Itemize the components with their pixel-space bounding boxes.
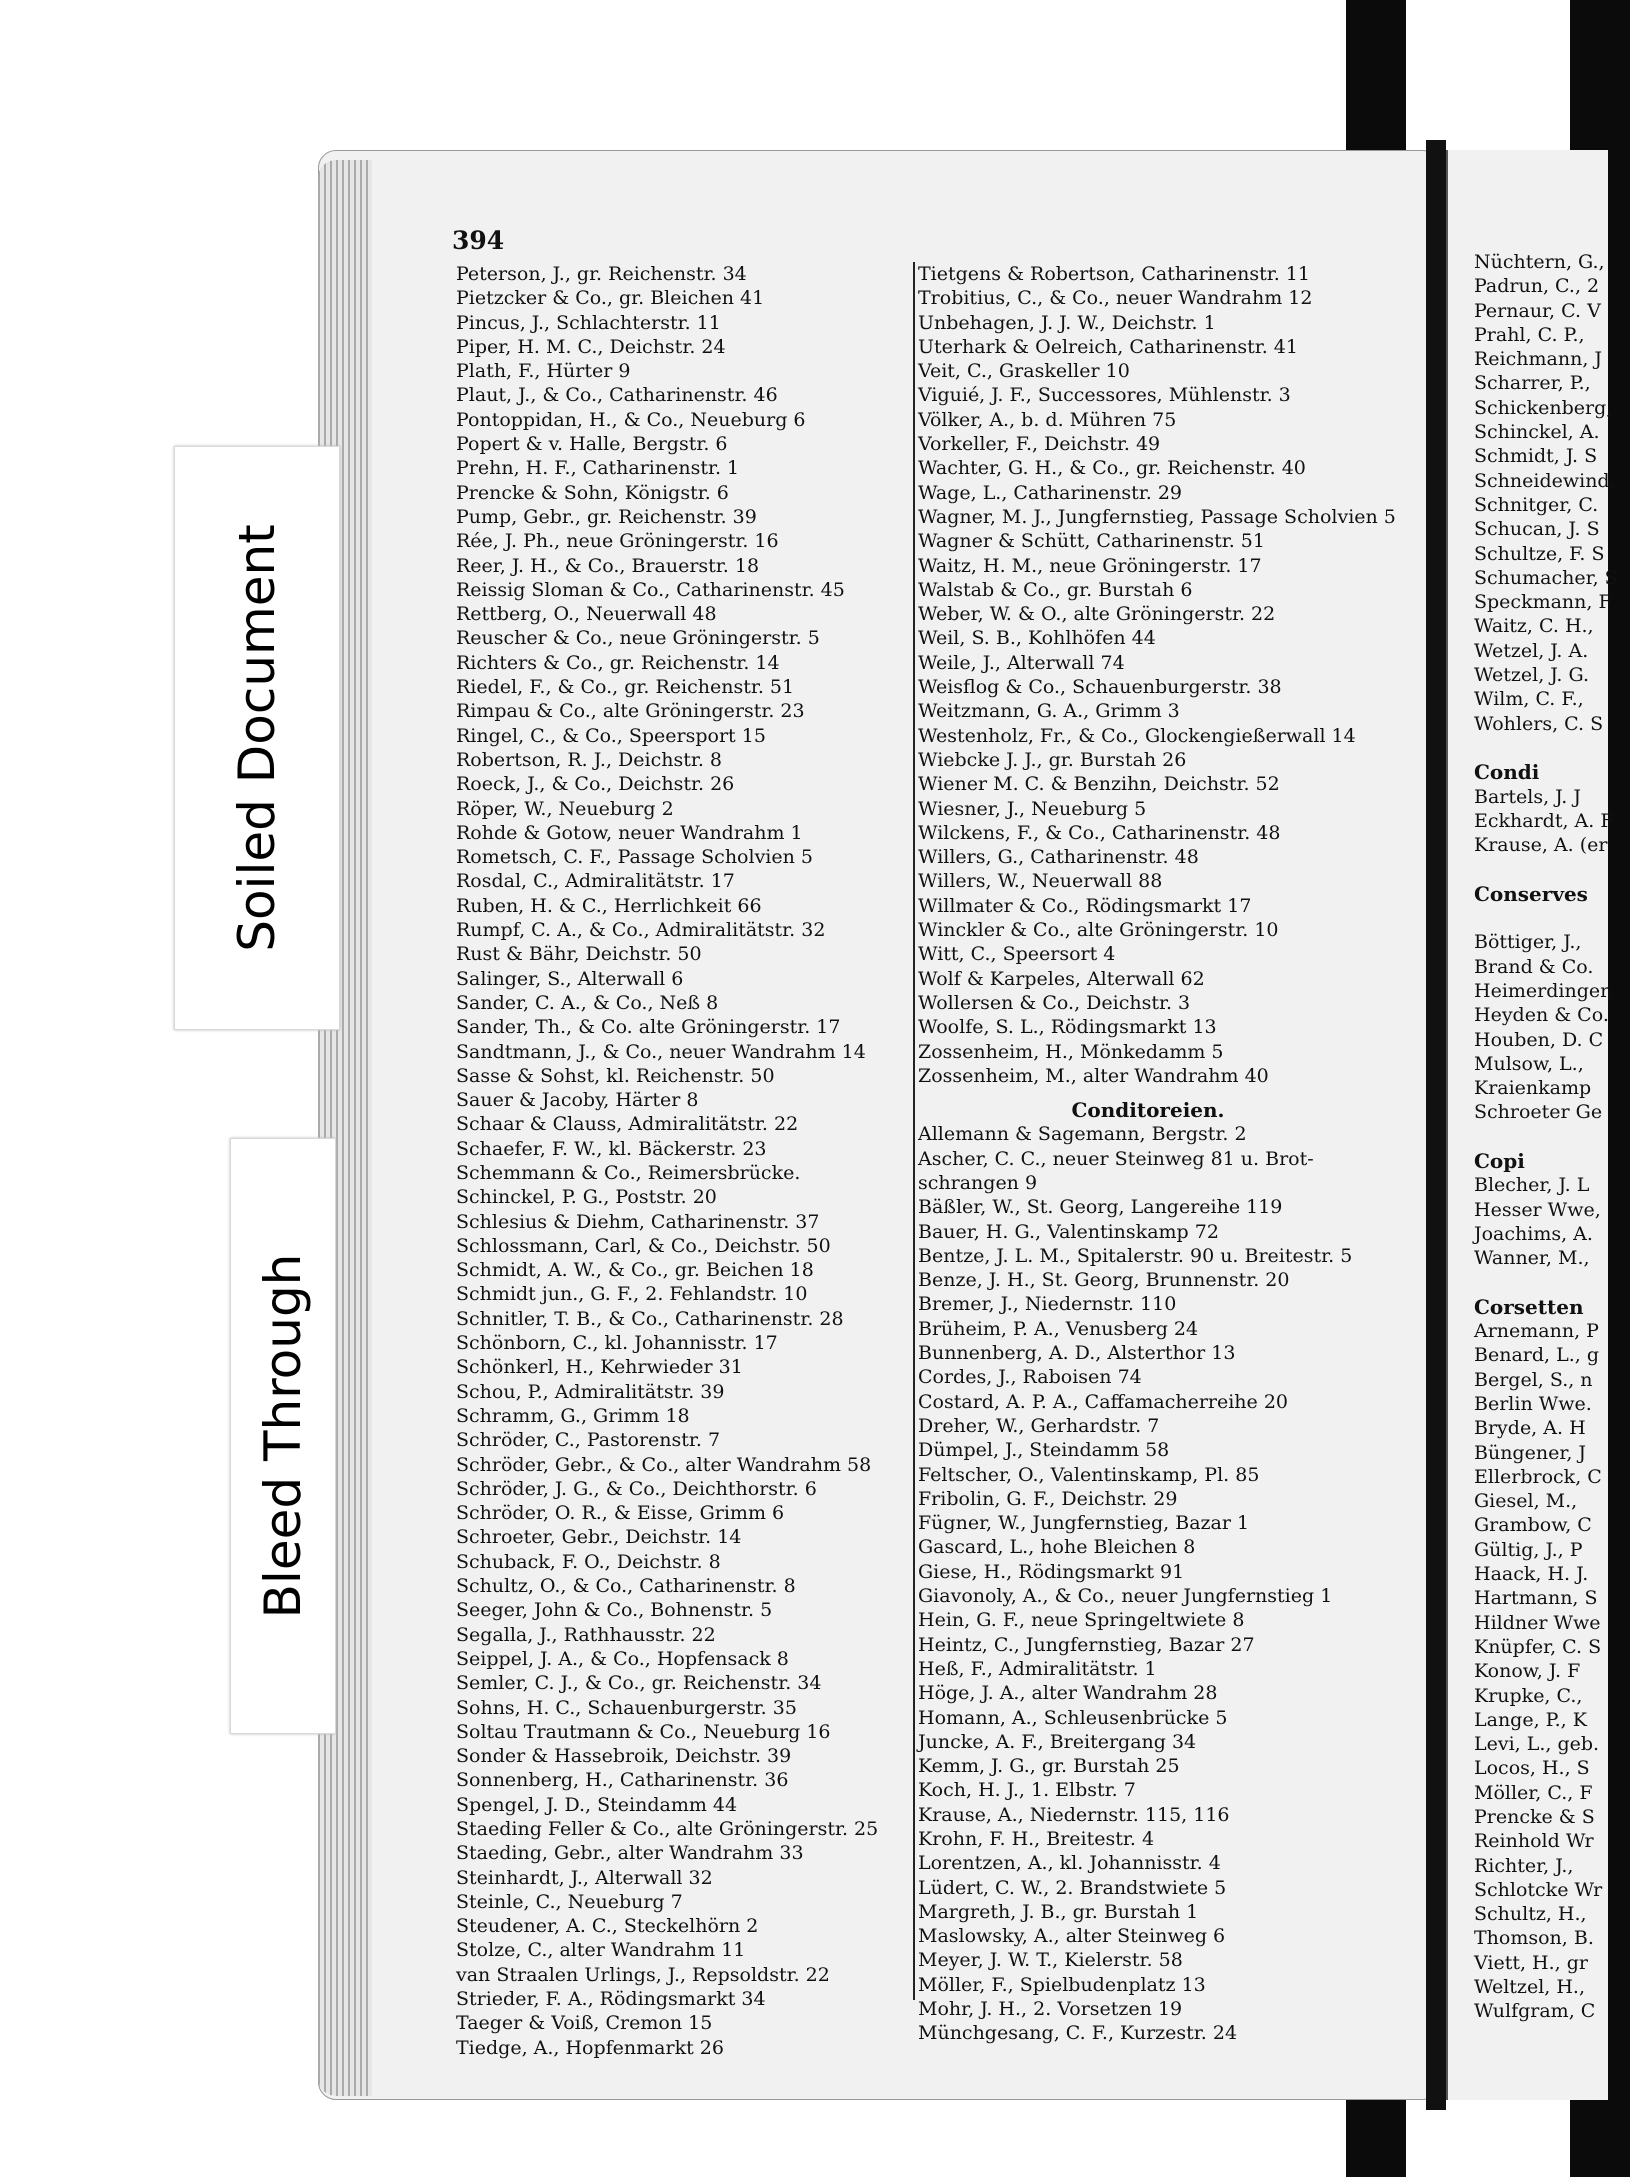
- directory-entry: Willmater & Co., Rödingsmarkt 17: [918, 894, 1252, 917]
- directory-entry: Heintz, C., Jungfernstieg, Bazar 27: [918, 1633, 1255, 1656]
- directory-entry: Völker, A., b. d. Mühren 75: [918, 408, 1177, 431]
- directory-entry: Staeding Feller & Co., alte Gröningerstr. 25: [456, 1818, 879, 1840]
- directory-entry: Rohde & Gotow, neuer Wandrahm 1: [456, 821, 803, 844]
- directory-entry: Schucan, J. S: [1474, 518, 1600, 541]
- directory-entry: Möller, F., Spielbudenplatz 13: [918, 1973, 1206, 1996]
- directory-entry: Schnitler, T. B., & Co., Catharinenstr. 28: [456, 1307, 844, 1330]
- directory-entry: Schröder, Gebr., & Co., alter Wandrahm 58: [456, 1453, 872, 1476]
- directory-entry: Viguié, J. F., Successores, Mühlenstr. 3: [918, 384, 1291, 407]
- directory-entry: Krohn, F. H., Breitestr. 4: [918, 1828, 1155, 1850]
- directory-entry: Salinger, S., Alterwall 6: [456, 967, 684, 990]
- directory-entry: Seippel, J. A., & Co., Hopfensack 8: [456, 1647, 789, 1670]
- directory-entry: Reichmann, J: [1474, 348, 1603, 371]
- directory-entry: Steudener, A. C., Steckelhörn 2: [456, 1915, 759, 1938]
- directory-entry: Benard, L., g: [1474, 1344, 1599, 1367]
- directory-entry: Rée, J. Ph., neue Gröningerstr. 16: [456, 530, 779, 553]
- directory-entry: Rimpau & Co., alte Gröningerstr. 23: [456, 700, 805, 723]
- directory-entry: [1474, 1270, 1618, 1294]
- directory-entry: Sander, Th., & Co. alte Gröningerstr. 17: [456, 1016, 841, 1039]
- directory-entry: Pietzcker & Co., gr. Bleichen 41: [456, 287, 765, 310]
- directory-entry: Berlin Wwe.: [1474, 1392, 1592, 1415]
- directory-entry: Walstab & Co., gr. Burstah 6: [918, 578, 1193, 601]
- directory-entry: Padrun, C., 2: [1474, 275, 1600, 298]
- directory-entry: Witt, C., Speersort 4: [918, 943, 1116, 966]
- directory-entry: Konow, J. F: [1474, 1660, 1581, 1683]
- directory-entry: Wetzel, J. G.: [1474, 664, 1590, 687]
- directory-entry: [1474, 857, 1618, 881]
- section-heading: Copi: [1474, 1148, 1525, 1173]
- directory-entry: Koch, H. J., 1. Elbstr. 7: [918, 1779, 1136, 1802]
- column-divider: [913, 262, 915, 2000]
- directory-entry: Arnemann, P: [1474, 1320, 1599, 1343]
- directory-entry: Tietgens & Robertson, Catharinenstr. 11: [918, 263, 1310, 285]
- directory-entry: Speckmann, F: [1474, 591, 1612, 614]
- directory-entry: Rumpf, C. A., & Co., Admiralitätstr. 32: [456, 919, 826, 942]
- directory-entry: Fügner, W., Jungfernstieg, Bazar 1: [918, 1512, 1250, 1535]
- directory-entry: Scharrer, P.,: [1474, 372, 1591, 395]
- directory-entry: Zossenheim, H., Mönkedamm 5: [918, 1040, 1224, 1063]
- directory-entry: Weber, W. & O., alte Gröningerstr. 22: [918, 603, 1276, 626]
- directory-entry: Giese, H., Rödingsmarkt 91: [918, 1560, 1185, 1583]
- directory-entry: Weile, J., Alterwall 74: [918, 651, 1125, 674]
- directory-entry: Heß, F., Admiralitätstr. 1: [918, 1657, 1157, 1680]
- directory-entry: Segalla, J., Rathhausstr. 22: [456, 1623, 716, 1646]
- directory-entry: Peterson, J., gr. Reichenstr. 34: [456, 263, 747, 285]
- directory-entry: van Straalen Urlings, J., Repsoldstr. 22: [456, 1963, 830, 1986]
- bleed-through-label: [230, 1138, 336, 1734]
- directory-entry: Reinhold Wr: [1474, 1830, 1594, 1853]
- directory-entry: Schultz, O., & Co., Catharinenstr. 8: [456, 1575, 796, 1598]
- directory-entry: Viett, H., gr: [1474, 1951, 1588, 1974]
- directory-entry: Schou, P., Admiralitätstr. 39: [456, 1380, 725, 1403]
- directory-entry: Unbehagen, J. J. W., Deichstr. 1: [918, 311, 1216, 334]
- directory-entry: Schuback, F. O., Deichstr. 8: [456, 1550, 721, 1573]
- directory-entry: [1474, 1125, 1618, 1149]
- directory-entry: Gültig, J., P: [1474, 1538, 1583, 1561]
- directory-entry: Prencke & S: [1474, 1806, 1595, 1828]
- directory-entry: Büngener, J: [1474, 1441, 1587, 1464]
- directory-entry: schrangen 9: [918, 1171, 1038, 1194]
- directory-entry: Knüpfer, C. S: [1474, 1635, 1602, 1658]
- directory-entry: Waitz, H. M., neue Gröningerstr. 17: [918, 554, 1262, 577]
- directory-entry: Zossenheim, M., alter Wandrahm 40: [918, 1064, 1269, 1087]
- directory-entry: Brand & Co.: [1474, 955, 1594, 978]
- directory-entry: Prehn, H. F., Catharinenstr. 1: [456, 457, 740, 480]
- directory-entry: Weisflog & Co., Schauenburgerstr. 38: [918, 676, 1282, 699]
- directory-entry: Schaar & Clauss, Admiralitätstr. 22: [456, 1113, 799, 1136]
- directory-entry: Sasse & Sohst, kl. Reichenstr. 50: [456, 1064, 775, 1087]
- directory-entry: Schröder, J. G., & Co., Deichthorstr. 6: [456, 1477, 817, 1500]
- directory-entry: Schlotcke Wr: [1474, 1878, 1603, 1901]
- directory-entry: Krause, A. (er: [1474, 834, 1608, 857]
- directory-entry: Tiedge, A., Hopfenmarkt 26: [456, 2036, 724, 2059]
- directory-entry: Pontoppidan, H., & Co., Neueburg 6: [456, 408, 806, 431]
- directory-entry: Sohns, H. C., Schauenburgerstr. 35: [456, 1696, 797, 1719]
- directory-entry: Wiebcke J. J., gr. Burstah 26: [918, 748, 1187, 771]
- directory-entry: Soltau Trautmann & Co., Neueburg 16: [456, 1720, 831, 1743]
- directory-entry: Bunnenberg, A. D., Alsterthor 13: [918, 1342, 1236, 1365]
- directory-entry: Schroeter Ge: [1474, 1101, 1603, 1124]
- directory-entry: Dreher, W., Gerhardstr. 7: [918, 1414, 1160, 1437]
- directory-entry: Margreth, J. B., gr. Burstah 1: [918, 1900, 1199, 1923]
- directory-entry: Sonnenberg, H., Catharinenstr. 36: [456, 1769, 789, 1792]
- directory-entry: Grambow, C: [1474, 1514, 1592, 1537]
- directory-entry: Ascher, C. C., neuer Steinweg 81 u. Brot-: [918, 1147, 1314, 1170]
- directory-entry: Maslowsky, A., alter Steinweg 6: [918, 1925, 1226, 1948]
- directory-entry: Thomson, B.: [1474, 1927, 1594, 1950]
- directory-entry: Joachims, A.: [1474, 1222, 1593, 1245]
- directory-entry: Mohr, J. H., 2. Vorsetzen 19: [918, 1998, 1183, 2021]
- directory-entry: Giavonoly, A., & Co., neuer Jungfernstieg 1: [918, 1585, 1333, 1608]
- directory-entry: Weltzel, H.,: [1474, 1976, 1585, 1999]
- directory-entry: Ruben, H. & C., Herrlichkeit 66: [456, 894, 762, 917]
- directory-entry: Wachter, G. H., & Co., gr. Reichenstr. 40: [918, 457, 1306, 480]
- directory-entry: Reissig Sloman & Co., Catharinenstr. 45: [456, 578, 845, 601]
- directory-entry: Robertson, R. J., Deichstr. 8: [456, 748, 722, 771]
- directory-entry: Plath, F., Hürter 9: [456, 360, 631, 383]
- directory-entry: Roeck, J., & Co., Deichstr. 26: [456, 773, 735, 796]
- directory-entry: Schröder, C., Pastorenstr. 7: [456, 1429, 721, 1452]
- directory-entry: Hartmann, S: [1474, 1587, 1598, 1610]
- directory-entry: Pump, Gebr., gr. Reichenstr. 39: [456, 505, 757, 528]
- directory-entry: Strieder, F. A., Rödingsmarkt 34: [456, 1988, 766, 2011]
- directory-entry: Wiesner, J., Neueburg 5: [918, 797, 1147, 820]
- directory-entry: Juncke, A. F., Breitergang 34: [918, 1730, 1197, 1753]
- directory-entry: Schnitger, C.: [1474, 493, 1599, 516]
- directory-entry: Sandtmann, J., & Co., neuer Wandrahm 14: [456, 1040, 866, 1063]
- directory-entry: Pernaur, C. V: [1474, 299, 1601, 322]
- directory-entry: Prahl, C. P.,: [1474, 323, 1585, 346]
- directory-entry: Wiener M. C. & Benzihn, Deichstr. 52: [918, 773, 1280, 796]
- directory-entry: Möller, C., F: [1474, 1781, 1593, 1804]
- directory-entry: Schröder, O. R., & Eisse, Grimm 6: [456, 1502, 785, 1525]
- directory-entry: Steinhardt, J., Alterwall 32: [456, 1866, 713, 1889]
- directory-entry: Giesel, M.,: [1474, 1490, 1578, 1513]
- next-page-column: [1474, 250, 1618, 2024]
- directory-entry: Blecher, J. L: [1474, 1174, 1590, 1197]
- directory-entry: Schultze, F. S: [1474, 542, 1605, 565]
- directory-entry: Münchgesang, C. F., Kurzestr. 24: [918, 2022, 1238, 2045]
- directory-entry: Sander, C. A., & Co., Neß 8: [456, 991, 719, 1014]
- directory-entry: Heyden & Co.: [1474, 1004, 1609, 1027]
- directory-entry: Weil, S. B., Kohlhöfen 44: [918, 627, 1156, 650]
- directory-entry: Trobitius, C., & Co., neuer Wandrahm 12: [918, 287, 1313, 310]
- directory-entry: Wagner & Schütt, Catharinenstr. 51: [918, 530, 1265, 553]
- directory-entry: Lange, P., K: [1474, 1708, 1587, 1731]
- directory-entry: Semler, C. J., & Co., gr. Reichenstr. 34: [456, 1672, 822, 1695]
- directory-entry: Allemann & Sagemann, Bergstr. 2: [918, 1123, 1247, 1146]
- directory-entry: Homann, A., Schleusenbrücke 5: [918, 1706, 1228, 1729]
- directory-entry: Rettberg, O., Neuerwall 48: [456, 603, 717, 626]
- directory-entry: Schneidewind,: [1474, 469, 1616, 492]
- directory-entry: Vorkeller, F., Deichstr. 49: [918, 433, 1161, 456]
- directory-entry: Sonder & Hassebroik, Deichstr. 39: [456, 1745, 792, 1768]
- directory-entry: Feltscher, O., Valentinskamp, Pl. 85: [918, 1463, 1260, 1486]
- directory-entry: Willers, W., Neuerwall 88: [918, 870, 1163, 893]
- directory-entry: Reuscher & Co., neue Gröningerstr. 5: [456, 627, 820, 650]
- page-number: 394: [452, 226, 505, 255]
- directory-entry: Sauer & Jacoby, Härter 8: [456, 1089, 699, 1112]
- directory-entry: Krause, A., Niedernstr. 115, 116: [918, 1803, 1230, 1826]
- directory-entry: Schönborn, C., kl. Johannisstr. 17: [456, 1332, 778, 1355]
- directory-entry: Richters & Co., gr. Reichenstr. 14: [456, 651, 780, 674]
- directory-entry: Willers, G., Catharinenstr. 48: [918, 846, 1199, 869]
- directory-entry: Schönkerl, H., Kehrwieder 31: [456, 1356, 743, 1379]
- directory-entry: Seeger, John & Co., Bohnenstr. 5: [456, 1599, 773, 1622]
- directory-entry: Bremer, J., Niedernstr. 110: [918, 1293, 1177, 1316]
- directory-entry: Rosdal, C., Admiralitätstr. 17: [456, 870, 735, 893]
- directory-entry: Schroeter, Gebr., Deichstr. 14: [456, 1526, 742, 1549]
- directory-entry: Mulsow, L.,: [1474, 1052, 1584, 1075]
- directory-entry: Nüchtern, G.,: [1474, 251, 1605, 273]
- directory-entry: Weitzmann, G. A., Grimm 3: [918, 700, 1180, 723]
- directory-entry: Schramm, G., Grimm 18: [456, 1404, 690, 1427]
- directory-entry: Piper, H. M. C., Deichstr. 24: [456, 335, 726, 358]
- directory-entry: Bauer, H. G., Valentinskamp 72: [918, 1220, 1219, 1243]
- directory-entry: Schinckel, A.: [1474, 421, 1600, 444]
- directory-entry: Westenholz, Fr., & Co., Glockengießerwall 14: [918, 724, 1356, 747]
- directory-entry: Schmidt jun., G. F., 2. Fehlandstr. 10: [456, 1283, 808, 1306]
- directory-entry: Hesser Wwe,: [1474, 1198, 1601, 1221]
- directory-entry: Schlossmann, Carl, & Co., Deichstr. 50: [456, 1234, 831, 1257]
- directory-entry: Schickenberg,: [1474, 396, 1613, 419]
- directory-entry: Höge, J. A., alter Wandrahm 28: [918, 1682, 1218, 1705]
- directory-entry: Benze, J. H., St. Georg, Brunnenstr. 20: [918, 1269, 1290, 1292]
- left-directory-column: [456, 262, 896, 2060]
- directory-entry: Kemm, J. G., gr. Burstah 25: [918, 1755, 1180, 1778]
- directory-entry: Wetzel, J. A.: [1474, 639, 1589, 662]
- directory-entry: Wagner, M. J., Jungfernstieg, Passage Scholvien 5: [918, 505, 1396, 528]
- directory-entry: Hein, G. F., neue Springeltwiete 8: [918, 1609, 1245, 1632]
- directory-entry: Schumacher, S: [1474, 566, 1618, 589]
- directory-entry: Wanner, M.,: [1474, 1247, 1590, 1270]
- directory-entry: Reer, J. H., & Co., Brauerstr. 18: [456, 554, 760, 577]
- directory-entry: Gascard, L., hohe Bleichen 8: [918, 1536, 1196, 1559]
- directory-entry: Krupke, C.,: [1474, 1684, 1583, 1707]
- directory-entry: Winckler & Co., alte Gröningerstr. 10: [918, 919, 1279, 942]
- directory-entry: Rometsch, C. F., Passage Scholvien 5: [456, 846, 813, 869]
- directory-entry: Costard, A. P. A., Caffamacherreihe 20: [918, 1390, 1289, 1413]
- directory-entry: Bäßler, W., St. Georg, Langereihe 119: [918, 1196, 1283, 1219]
- section-heading: Corsetten: [1474, 1294, 1584, 1319]
- directory-entry: Houben, D. C: [1474, 1028, 1604, 1051]
- directory-entry: Levi, L., geb.: [1474, 1733, 1600, 1756]
- directory-entry: Wolf & Karpeles, Alterwall 62: [918, 967, 1205, 990]
- directory-entry: Böttiger, J.,: [1474, 931, 1582, 954]
- entries-continued: [918, 262, 1396, 1088]
- directory-entry: Wilckens, F., & Co., Catharinenstr. 48: [918, 821, 1281, 844]
- directory-entry: Röper, W., Neueburg 2: [456, 797, 674, 820]
- conditoreien-entries: [918, 1122, 1378, 2045]
- section-heading: Conserves: [1474, 881, 1588, 906]
- directory-entry: Pincus, J., Schlachterstr. 11: [456, 311, 721, 334]
- directory-entry: Meyer, J. W. T., Kielerstr. 58: [918, 1949, 1183, 1972]
- directory-entry: Wage, L., Catharinenstr. 29: [918, 481, 1183, 504]
- directory-entry: Bergel, S., n: [1474, 1368, 1593, 1391]
- directory-entry: Bartels, J. J: [1474, 785, 1581, 808]
- directory-entry: Woolfe, S. L., Rödingsmarkt 13: [918, 1016, 1217, 1039]
- directory-entry: Bryde, A. H: [1474, 1417, 1586, 1440]
- directory-entry: Spengel, J. D., Steindamm 44: [456, 1793, 738, 1816]
- directory-entry: Bentze, J. L. M., Spitalerstr. 90 u. Breitestr. 5: [918, 1244, 1353, 1267]
- section-heading: Conditoreien.: [1071, 1098, 1225, 1123]
- directory-entry: Ellerbrock, C: [1474, 1465, 1602, 1488]
- directory-entry: Wilm, C. F.,: [1474, 688, 1584, 711]
- directory-entry: Staeding, Gebr., alter Wandrahm 33: [456, 1842, 804, 1865]
- directory-entry: Rust & Bähr, Deichstr. 50: [456, 943, 702, 966]
- directory-entry: Stolze, C., alter Wandrahm 11: [456, 1939, 746, 1962]
- directory-entry: Eckhardt, A. F: [1474, 809, 1614, 832]
- book-gutter: [1426, 140, 1446, 2110]
- directory-entry: Prencke & Sohn, Königstr. 6: [456, 481, 729, 504]
- directory-entry: Plaut, J., & Co., Catharinenstr. 46: [456, 384, 778, 407]
- directory-entry: Ringel, C., & Co., Speersport 15: [456, 724, 766, 747]
- directory-entry: Haack, H. J.: [1474, 1563, 1589, 1586]
- directory-entry: Wohlers, C. S: [1474, 712, 1604, 735]
- directory-entry: Heimerdinger,: [1474, 979, 1614, 1002]
- soiled-document-label: [174, 446, 340, 1030]
- directory-entry: Wollersen & Co., Deichstr. 3: [918, 991, 1191, 1014]
- directory-entry: Riedel, F., & Co., gr. Reichenstr. 51: [456, 676, 795, 699]
- directory-entry: Uterhark & Oelreich, Catharinenstr. 41: [918, 335, 1298, 358]
- directory-entry: Waitz, C. H.,: [1474, 615, 1594, 638]
- directory-entry: Lüdert, C. W., 2. Brandstwiete 5: [918, 1876, 1227, 1899]
- directory-entry: Schemmann & Co., Reimersbrücke.: [456, 1161, 801, 1184]
- directory-entry: Hildner Wwe: [1474, 1611, 1601, 1634]
- directory-entry: Lorentzen, A., kl. Johannisstr. 4: [918, 1852, 1221, 1875]
- directory-entry: Schlesius & Diehm, Catharinenstr. 37: [456, 1210, 820, 1233]
- directory-entry: Richter, J.,: [1474, 1854, 1574, 1877]
- directory-entry: Locos, H., S: [1474, 1757, 1590, 1780]
- directory-entry: Kraienkamp: [1474, 1077, 1592, 1100]
- directory-entry: Brüheim, P. A., Venusberg 24: [918, 1317, 1199, 1340]
- directory-entry: Dümpel, J., Steindamm 58: [918, 1439, 1170, 1462]
- directory-entry: Schaefer, F. W., kl. Bäckerstr. 23: [456, 1137, 767, 1160]
- bleed-through-text: Bleed Through: [254, 1253, 312, 1619]
- directory-entry: Veit, C., Graskeller 10: [918, 360, 1130, 383]
- directory-entry: [1474, 906, 1618, 930]
- directory-entry: Schmidt, A. W., & Co., gr. Beichen 18: [456, 1259, 814, 1282]
- directory-entry: Taeger & Voiß, Cremon 15: [456, 2012, 713, 2035]
- directory-entry: Schmidt, J. S: [1474, 445, 1598, 468]
- directory-entry: Steinle, C., Neueburg 7: [456, 1890, 683, 1913]
- section-heading: Condi: [1474, 760, 1540, 785]
- directory-entry: [1474, 736, 1618, 760]
- directory-entry: Wulfgram, C: [1474, 2000, 1596, 2023]
- right-directory-column: [918, 262, 1396, 2046]
- directory-entry: Schultz, H.,: [1474, 1903, 1587, 1926]
- soiled-document-text: Soiled Document: [228, 524, 286, 952]
- directory-entry: Cordes, J., Raboisen 74: [918, 1366, 1142, 1389]
- directory-entry: Popert & v. Halle, Bergstr. 6: [456, 433, 728, 456]
- directory-entry: Fribolin, G. F., Deichstr. 29: [918, 1487, 1178, 1510]
- directory-entry: Schinckel, P. G., Poststr. 20: [456, 1186, 717, 1209]
